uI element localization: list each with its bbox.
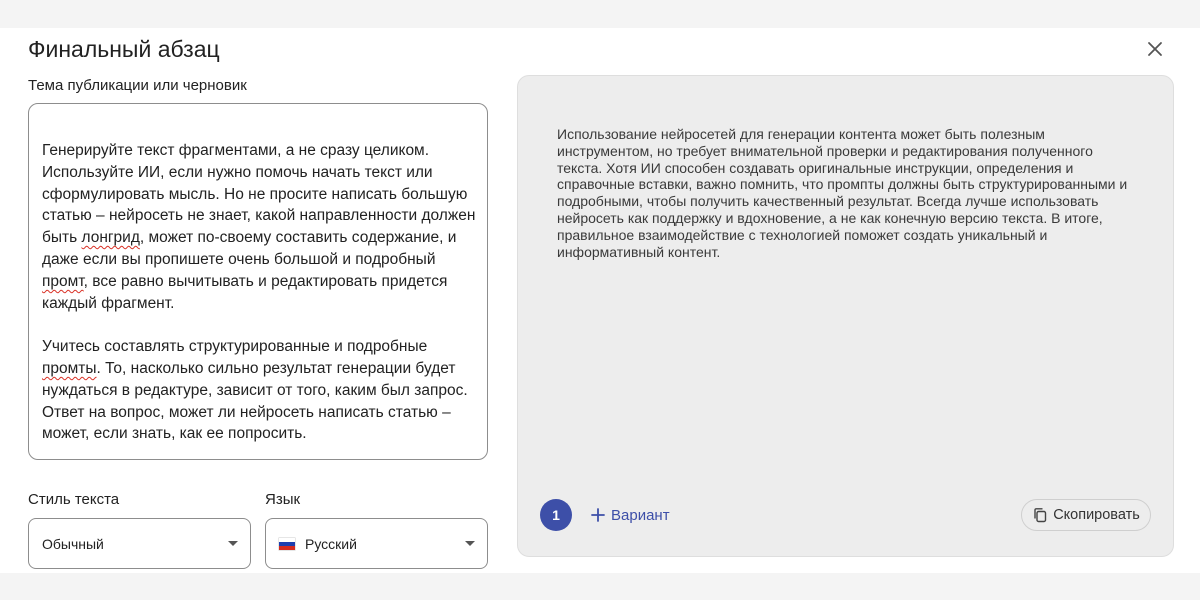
result-panel (517, 75, 1174, 557)
language-select[interactable] (265, 518, 488, 569)
variant-number-button[interactable]: 1 (540, 499, 572, 531)
topic-textarea[interactable] (28, 103, 488, 460)
misspelled-word: промты (42, 359, 97, 377)
text-segment: Генерируйте текст фрагментами, а не сразу целиком. Используйте ИИ, если нужно помочь начать текст или сформулировать мысль. Но не просите написать большую статью – нейросеть не знает, какой направленности должен быть (42, 142, 476, 247)
add-variant-label: Вариант (611, 506, 670, 524)
topic-label: Тема публикации или черновик (28, 77, 247, 94)
text-segment: . То, насколько сильно результат генерации будет нуждаться в редактуре, зависит от того, каким был запрос. Ответ на вопрос, может ли нейросеть написать статью – может, если знать, как ее попросить. (42, 359, 468, 443)
text-segment: Учитесь составлять структурированные и подробные (42, 338, 428, 356)
topic-paragraph-2 (42, 336, 477, 445)
close-icon (1147, 41, 1163, 57)
add-variant-button[interactable] (591, 504, 670, 526)
misspelled-word: промт (42, 272, 84, 290)
final-paragraph-dialog (0, 28, 1200, 573)
dialog-title: Финальный абзац (28, 36, 220, 62)
style-select-value: Обычный (42, 535, 104, 552)
chevron-down-icon (228, 541, 238, 546)
copy-button[interactable] (1021, 499, 1151, 531)
topic-text (42, 140, 477, 460)
chevron-down-icon (465, 541, 475, 546)
plus-icon (591, 508, 605, 522)
result-text: Использование нейросетей для генерации контента может быть полезным инструментом, но требует внимательной проверки и редактирования полученного текста. Хотя ИИ способен создавать оригинальные инструкции, определения и справочные вставки, важно помнить, что промпты должны быть структурированными и подробными, чтобы получить качественный результат. Всегда лучше использовать нейросеть как поддержку и вдохновение, а не как конечную версию текста. В итоге, правильное взаимодействие с технологией поможет создать уникальный и информативный контент. (557, 126, 1128, 260)
topic-paragraph-1 (42, 140, 477, 314)
text-segment: , все равно вычитывать и редактировать придется каждый фрагмент. (42, 272, 448, 312)
close-button[interactable] (1142, 36, 1168, 62)
copy-label: Скопировать (1053, 507, 1140, 523)
copy-icon (1032, 507, 1048, 523)
style-select[interactable] (28, 518, 251, 569)
misspelled-word: лонгрид (81, 229, 140, 247)
language-select-value: Русский (305, 535, 357, 552)
russia-flag-icon (279, 538, 295, 550)
language-label: Язык (265, 491, 301, 508)
text-segment: , может по-своему составить содержание, и даже если вы пропишете очень большой и подробный (42, 229, 457, 268)
style-label: Стиль текста (28, 491, 120, 508)
